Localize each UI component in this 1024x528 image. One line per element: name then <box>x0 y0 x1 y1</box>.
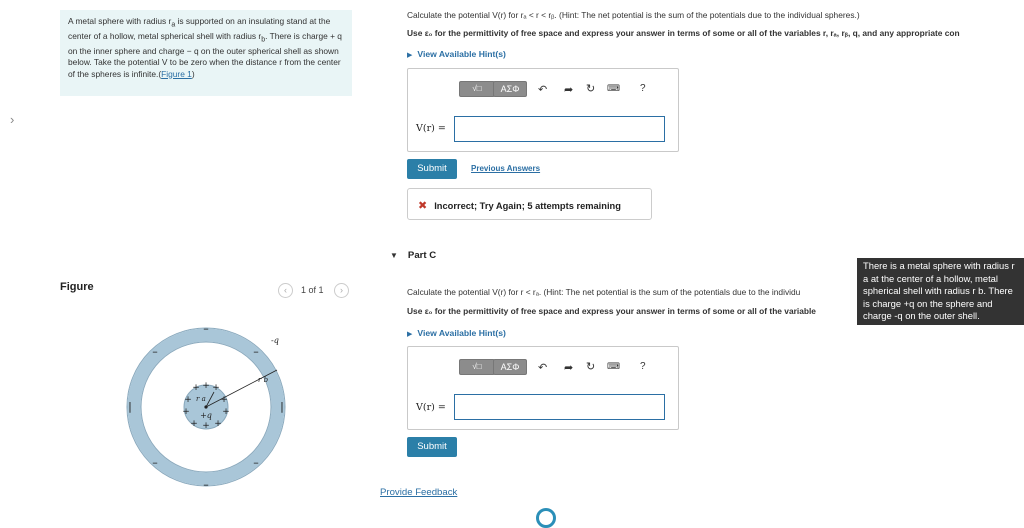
partc-hint-toggle[interactable] <box>407 328 506 338</box>
svg-text:–: – <box>152 345 158 358</box>
label-minus-q: -q <box>271 336 279 345</box>
svg-text:+: + <box>202 421 210 431</box>
svg-text:–: – <box>152 456 158 469</box>
partc-answer-label: V(r) = <box>416 402 446 413</box>
partc-hint-label: View Available Hint(s) <box>417 328 506 338</box>
svg-text:+: + <box>182 407 190 417</box>
svg-text:–: – <box>203 478 209 491</box>
provide-feedback-link[interactable]: Provide Feedback <box>380 487 458 498</box>
undo-icon[interactable]: ↶ <box>538 84 548 96</box>
svg-text:+: + <box>212 383 220 393</box>
caret-right-icon: ▶ <box>407 52 413 59</box>
svg-text:|: | <box>128 400 132 413</box>
feedback-incorrect <box>407 188 652 220</box>
templates-button[interactable]: √□ <box>459 81 495 97</box>
partb-answer-input[interactable] <box>454 116 665 142</box>
partc-submit-button[interactable]: Submit <box>407 437 457 457</box>
intro-sub-a: a <box>171 21 176 29</box>
partb-hint-toggle[interactable] <box>407 49 506 59</box>
partc-question: Calculate the potential V(r) for r < rₐ. (Hint: The net potential is the sum of the potentials due to the individu <box>407 287 801 297</box>
partc-header[interactable] <box>390 250 436 261</box>
partc-answer-input[interactable] <box>454 394 665 420</box>
intro-text-2: is supported on an insulating stand at the center of a hollow, metal spherical shell with radius r <box>68 16 331 41</box>
svg-text:+: + <box>190 419 198 429</box>
svg-text:+: + <box>214 419 222 429</box>
svg-text:+: + <box>192 383 200 393</box>
partc-answer-box <box>407 346 679 430</box>
figure-next-button[interactable]: › <box>334 283 349 298</box>
caret-down-icon: ▼ <box>390 251 398 260</box>
error-x-icon: ✖ <box>418 200 428 212</box>
partb-answer-label: V(r) = <box>416 123 446 134</box>
help-badge-icon[interactable] <box>536 508 556 528</box>
redo-icon[interactable]: ➦ <box>564 84 574 96</box>
partb-submit-button[interactable]: Submit <box>407 159 457 179</box>
caret-right-icon: ▶ <box>407 331 413 338</box>
reset-icon[interactable]: ↻ <box>586 83 596 95</box>
intro-sub-b: b <box>261 36 266 44</box>
partc-instruction: Use ε₀ for the permittivity of free space and express your answer in terms of some or all of the variable <box>407 306 816 316</box>
label-plus-q: +q <box>200 411 212 420</box>
help-button[interactable]: ? <box>640 361 646 372</box>
partc-title: Part C <box>407 250 437 261</box>
figure-counter: 1 of 1 <box>301 285 324 295</box>
svg-text:|: | <box>280 400 284 413</box>
svg-text:+: + <box>184 395 192 405</box>
keyboard-icon[interactable]: ⌨ <box>607 361 620 371</box>
intro-text: A metal sphere with radius r <box>68 16 172 26</box>
label-ra: r a <box>196 395 206 403</box>
greek-symbols-button[interactable]: ΑΣΦ <box>493 359 527 375</box>
partb-question: Calculate the potential V(r) for rₐ < r < rᵦ. (Hint: The net potential is the sum of the potentials due to the individual spheres.) <box>407 10 860 20</box>
reset-icon[interactable]: ↻ <box>586 361 596 373</box>
figure-diagram <box>110 310 310 515</box>
svg-text:–: – <box>253 456 259 469</box>
intro-text-3: . There is charge + q on the inner sphere and charge − q on the outer spherical shell as shown below. Take the potential V to be zero when the distance r from the center of the spheres is infinite.( <box>68 30 342 79</box>
redo-icon[interactable]: ➦ <box>564 362 574 374</box>
greek-symbols-button[interactable]: ΑΣΦ <box>493 81 527 97</box>
svg-text:–: – <box>203 322 209 335</box>
intro-end: ) <box>191 68 195 79</box>
collapse-panel-icon[interactable]: › <box>10 112 15 127</box>
feedback-text: Incorrect; Try Again; 5 attempts remaining <box>434 201 621 211</box>
partb-instruction: Use ε₀ for the permittivity of free space and express your answer in terms of some or all of the variables r, rₐ, rᵦ, q, and any appropriate con <box>407 28 960 38</box>
label-rb: r b <box>258 376 269 384</box>
keyboard-icon[interactable]: ⌨ <box>607 83 620 93</box>
figure-label: Figure <box>60 281 94 293</box>
partb-answer-box <box>407 68 679 152</box>
previous-answers-link[interactable]: Previous Answers <box>471 164 541 173</box>
templates-button[interactable]: √□ <box>459 359 495 375</box>
figure-prev-button[interactable]: ‹ <box>278 283 293 298</box>
problem-statement <box>60 10 352 96</box>
svg-text:+: + <box>220 395 228 405</box>
svg-text:–: – <box>253 345 259 358</box>
help-button[interactable]: ? <box>640 83 646 94</box>
figure-link[interactable]: Figure 1 <box>161 68 192 79</box>
undo-icon[interactable]: ↶ <box>538 362 548 374</box>
partb-hint-label: View Available Hint(s) <box>417 49 506 59</box>
figure-alt-tooltip: There is a metal sphere with radius r a at the center of a hollow, metal spherical shell with radius r b. There is charge +q on the sphere and charge -q on the outer shell. <box>857 258 1024 325</box>
svg-text:+: + <box>222 407 230 417</box>
svg-text:+: + <box>202 381 210 391</box>
